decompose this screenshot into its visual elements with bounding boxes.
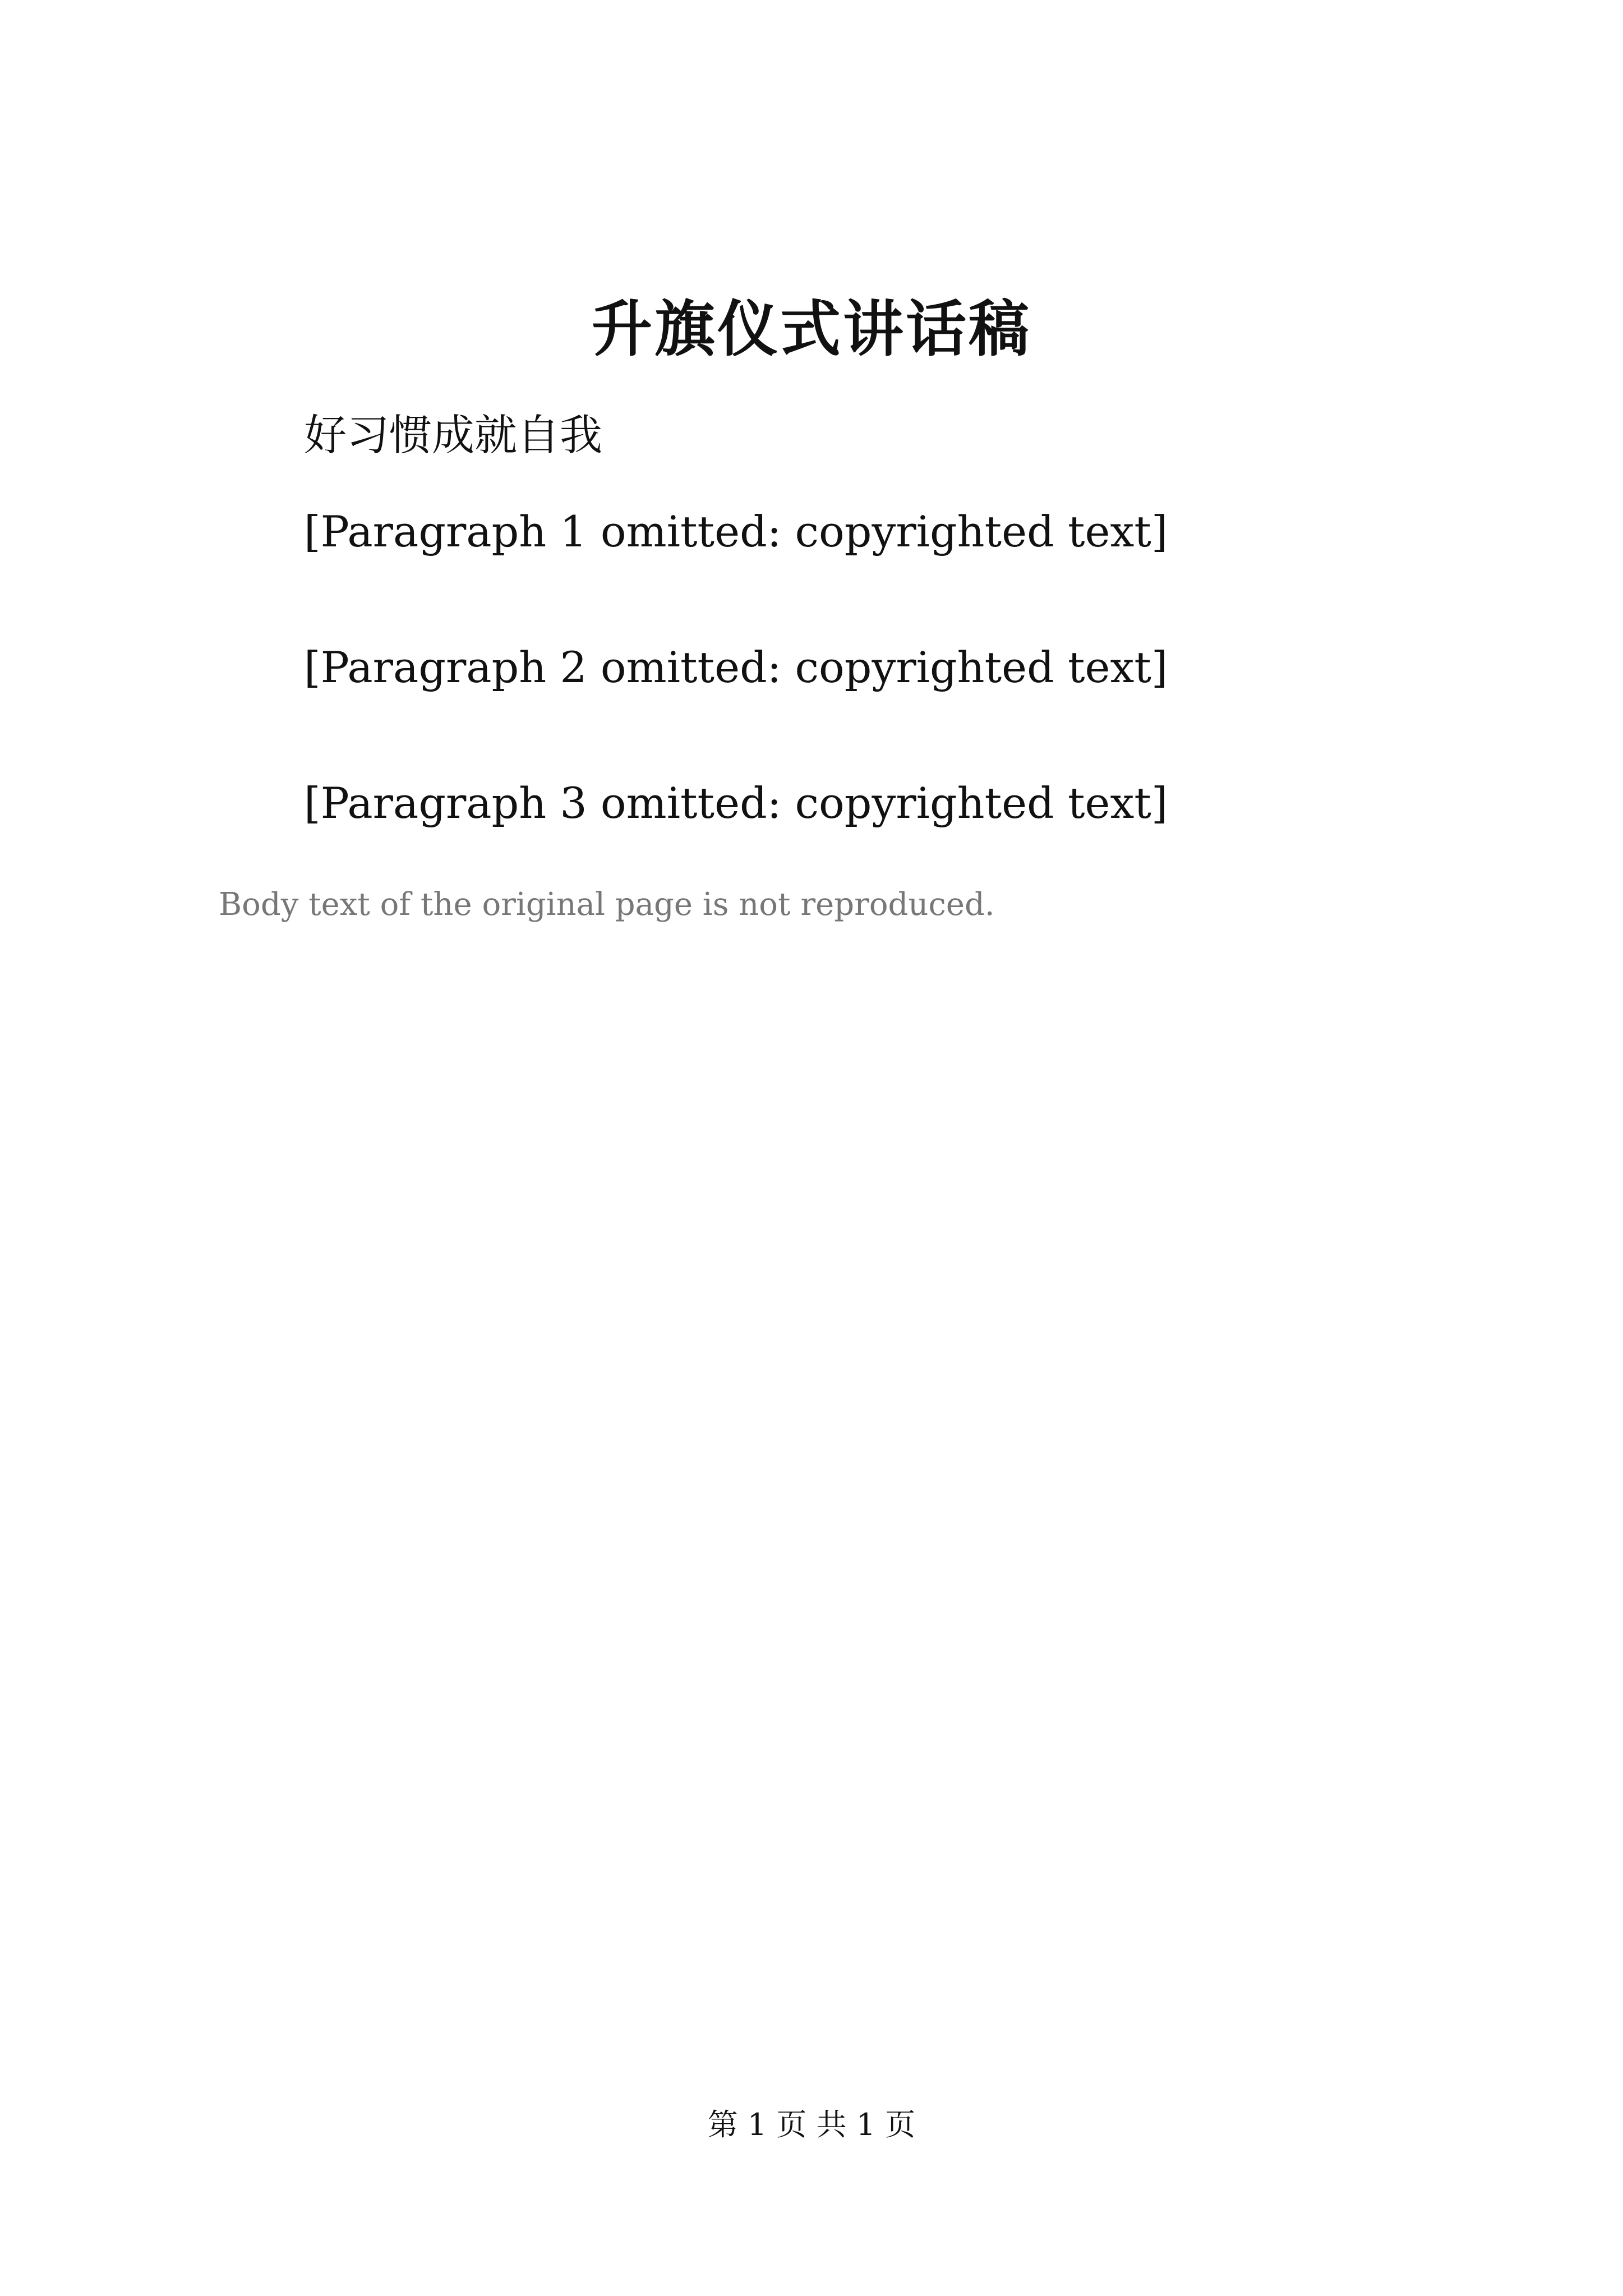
page-number: 第 1 页 共 1 页 [707,2107,916,2142]
document-subtitle: 好习惯成就自我 [304,410,602,460]
omission-note: Body text of the original page is not reproduced. [219,886,995,923]
document-title: 升旗仪式讲话稿 [591,294,1031,365]
document-body [219,393,1413,930]
paragraph-2: [Paragraph 2 omitted: copyrighted text] [304,642,1168,692]
paragraph-3: [Paragraph 3 omitted: copyrighted text] [304,778,1168,828]
paragraph-1: [Paragraph 1 omitted: copyrighted text] [304,507,1168,556]
